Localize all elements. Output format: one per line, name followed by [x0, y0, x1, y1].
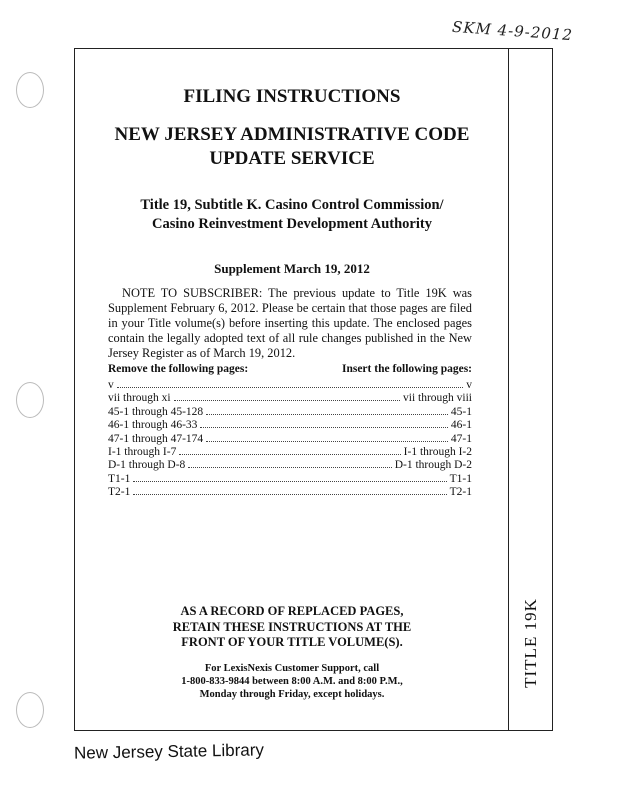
punch-hole: [16, 382, 44, 418]
record-notice: [82, 604, 502, 651]
leader-dots: [133, 485, 446, 495]
remove-cell: T1-1: [108, 472, 131, 485]
page-title: FILING INSTRUCTIONS: [183, 86, 401, 107]
insert-cell: 47-1: [450, 432, 472, 445]
table-row: [108, 405, 472, 418]
remove-cell: v: [108, 379, 114, 391]
table-row: [108, 485, 472, 498]
table-row: [108, 418, 472, 431]
support-line: Monday through Friday, except holidays.: [199, 689, 385, 700]
subject-heading: [82, 196, 502, 234]
insert-cell: D-1 through D-2: [394, 459, 472, 472]
table-row: [108, 472, 472, 485]
leader-dots: [117, 378, 464, 388]
punch-hole: [16, 72, 44, 108]
insert-cell: I-1 through I-2: [403, 445, 472, 458]
insert-cell: v: [466, 379, 472, 391]
support-line: 1-800-833-9844 between 8:00 A.M. and 8:00 P.M.,: [181, 676, 403, 687]
supplement-date: Supplement March 19, 2012: [214, 261, 370, 276]
remove-header: Remove the following pages:: [108, 363, 249, 375]
record-line: FRONT OF YOUR TITLE VOLUME(S).: [181, 635, 403, 649]
leader-dots: [206, 432, 448, 442]
record-line: AS A RECORD OF REPLACED PAGES,: [180, 604, 404, 618]
insert-cell: 45-1: [450, 405, 472, 418]
remove-cell: 46-1 through 46-33: [108, 419, 198, 432]
table-row: [108, 445, 472, 458]
punch-hole: [16, 692, 44, 728]
subscriber-note: NOTE TO SUBSCRIBER: The previous update to Title 19K was Supplement February 6, 2012. Please be certain that those pages are filed in your Title volume(s) before inserting this update. The enclosed pages contain the legally adopted text of all rule changes published in the New Jersey Register as of March 19, 2012.: [108, 286, 472, 360]
insert-cell: 46-1: [450, 419, 472, 432]
remove-cell: I-1 through I-7: [108, 445, 177, 458]
remove-cell: vii through xi: [108, 392, 171, 405]
remove-cell: D-1 through D-8: [108, 459, 186, 472]
table-row: [108, 378, 472, 391]
tab-label: [511, 588, 551, 698]
support-line: For LexisNexis Customer Support, call: [204, 663, 380, 674]
remove-cell: T2-1: [108, 486, 131, 499]
table-row: [108, 458, 472, 471]
remove-cell: 45-1 through 45-128: [108, 405, 204, 418]
insert-cell: T2-1: [449, 486, 472, 499]
record-line: RETAIN THESE INSTRUCTIONS AT THE: [172, 619, 412, 634]
subtitle: [82, 123, 502, 171]
table-header: [108, 363, 472, 378]
leader-dots: [188, 458, 391, 468]
support-notice: [82, 662, 502, 701]
subject-line: Title 19, Subtitle K. Casino Control Commission/: [140, 197, 444, 213]
insert-header: Insert the following pages:: [341, 363, 472, 375]
leader-dots: [133, 472, 446, 482]
leader-dots: [200, 418, 447, 428]
leader-dots: [179, 445, 400, 455]
tab-label-text: TITLE 19K: [521, 598, 541, 688]
library-stamp: New Jersey State Library: [73, 740, 265, 763]
tab-divider: [508, 48, 509, 731]
leader-dots: [206, 405, 448, 415]
table-row: [108, 391, 472, 404]
remove-cell: 47-1 through 47-174: [108, 432, 204, 445]
table-row: [108, 432, 472, 445]
insert-cell: vii through viii: [403, 392, 472, 405]
handwritten-note: SKM 4-9-2012: [451, 17, 574, 45]
pages-table: [108, 363, 472, 499]
subtitle-line: NEW JERSEY ADMINISTRATIVE CODE: [114, 124, 470, 145]
leader-dots: [174, 391, 400, 401]
subtitle-line: UPDATE SERVICE: [209, 148, 375, 169]
insert-cell: T1-1: [449, 472, 472, 485]
subject-line: Casino Reinvestment Development Authority: [152, 216, 432, 232]
